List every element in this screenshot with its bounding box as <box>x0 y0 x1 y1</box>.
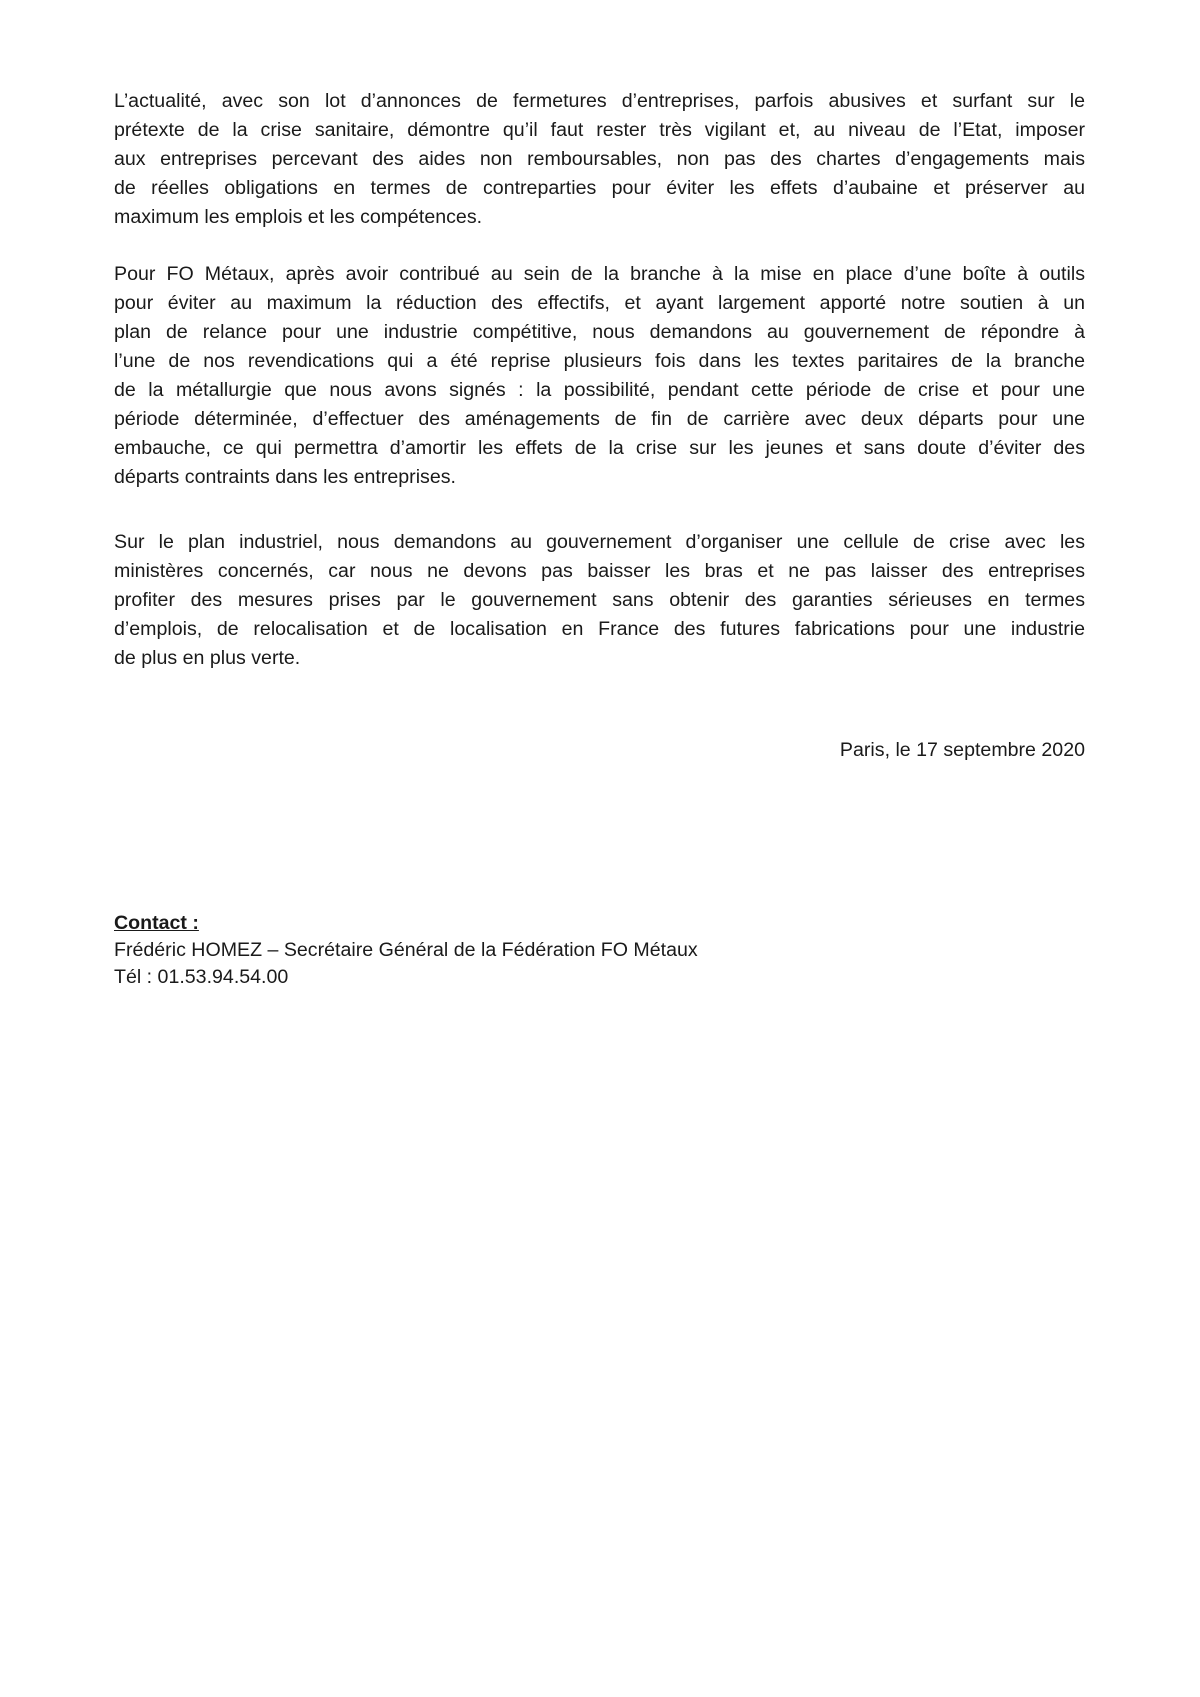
text-line: pour éviter au maximum la réduction des effectifs, et ayant largement apporté notre soutien à un <box>114 292 1085 314</box>
paragraph-closures <box>114 87 1085 232</box>
paragraph-fo-metaux-demands <box>114 260 1085 492</box>
text-line: départs contraints dans les entreprises. <box>114 466 456 488</box>
text-line: aux entreprises percevant des aides non remboursables, non pas des chartes d’engagements mais <box>114 148 1085 170</box>
contact-heading: Contact : <box>114 912 199 934</box>
text-line: de plus en plus verte. <box>114 647 301 669</box>
text-line: de la métallurgie que nous avons signés : la possibilité, pendant cette période de crise et pour une <box>114 379 1085 401</box>
text-line: plan de relance pour une industrie compétitive, nous demandons au gouvernement de répondre à <box>114 321 1085 343</box>
date-place-line: Paris, le 17 septembre 2020 <box>839 739 1085 761</box>
contact-phone: Tél : 01.53.94.54.00 <box>114 966 289 988</box>
text-line: ministères concernés, car nous ne devons pas baisser les bras et ne pas laisser des entreprises <box>114 560 1085 582</box>
contact-block <box>114 910 698 991</box>
text-line: période déterminée, d’effectuer des aménagements de fin de carrière avec deux départs pour une <box>114 408 1085 430</box>
text-line: Pour FO Métaux, après avoir contribué au sein de la branche à la mise en place d’une boîte à outils <box>114 263 1085 285</box>
text-line: embauche, ce qui permettra d’amortir les effets de la crise sur les jeunes et sans doute d’éviter des <box>114 437 1085 459</box>
contact-person: Frédéric HOMEZ – Secrétaire Général de la Fédération FO Métaux <box>114 939 698 961</box>
text-line: l’une de nos revendications qui a été reprise plusieurs fois dans les textes paritaires de la branche <box>114 350 1085 372</box>
text-line: L’actualité, avec son lot d’annonces de fermetures d’entreprises, parfois abusives et surfant sur le <box>114 90 1085 112</box>
text-line: de réelles obligations en termes de contreparties pour éviter les effets d’aubaine et préserver au <box>114 177 1085 199</box>
text-line: profiter des mesures prises par le gouvernement sans obtenir des garanties sérieuses en termes <box>114 589 1085 611</box>
text-line: prétexte de la crise sanitaire, démontre qu’il faut rester très vigilant et, au niveau de l’Etat, imposer <box>114 119 1085 141</box>
text-line: maximum les emplois et les compétences. <box>114 206 483 228</box>
paragraph-industrial-plan <box>114 528 1085 673</box>
text-line: d’emplois, de relocalisation et de localisation en France des futures fabrications pour une industrie <box>114 618 1085 640</box>
text-line: Sur le plan industriel, nous demandons au gouvernement d’organiser une cellule de crise avec les <box>114 531 1085 553</box>
